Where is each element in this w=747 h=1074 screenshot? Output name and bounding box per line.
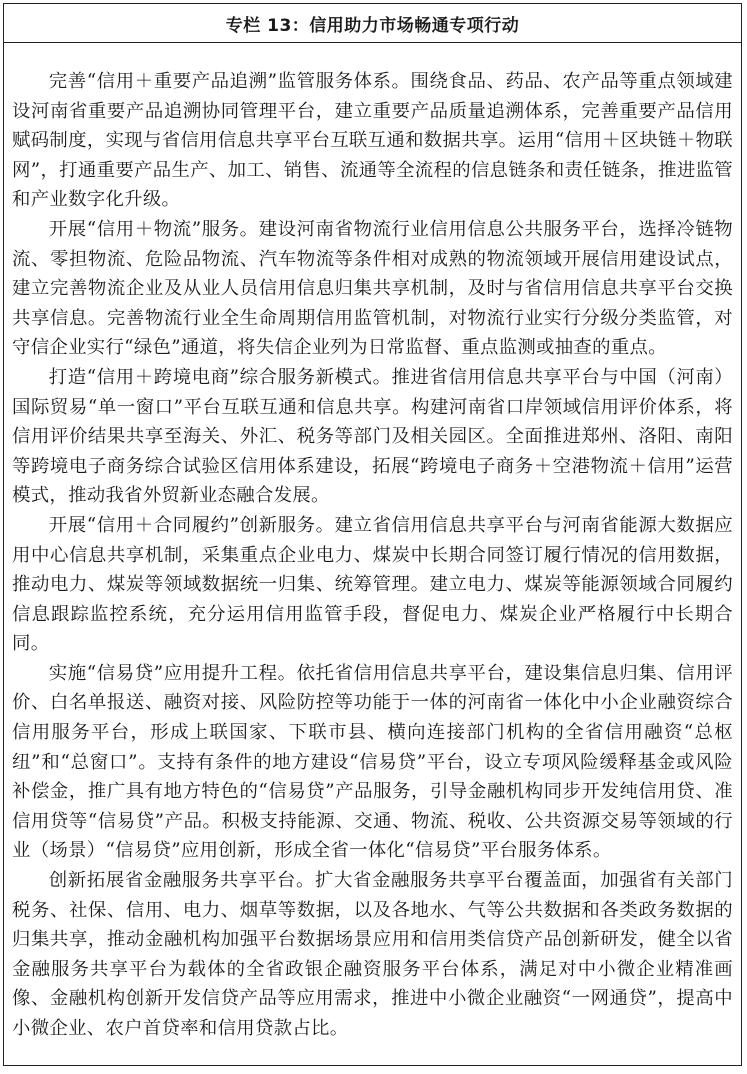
paragraph-traceability: 完善“信用＋重要产品追溯”监管服务体系。围绕食品、药品、农产品等重点领域建设河南省重要产品追溯协同管理平台，建立重要产品质量追溯体系，完善重要产品信用赋码制度，实现与省信用信息共享平台互联互通和数据共享。运用“信用＋区块链＋物联网”，打通重要产品生产、加工、销售、流通等全流程的信息链条和责任链条，推进监管和产业数字化升级。 — [12, 71, 733, 211]
paragraph-financial-platform: 创新拓展省金融服务共享平台。扩大省金融服务共享平台覆盖面，加强省有关部门税务、社保、信用、电力、烟草等数据，以及各地水、气等公共数据和各类政务数据的归集共享，推动金融机构加强平台数据场景应用和信用类信贷产品创新研发，健全以省金融服务共享平台为载体的全省政银企融资服务平台体系，满足对中小微企业精准画像、金融机构创新开发信贷产品等应用需求，推进中小微企业融资“一网通贷”，提高中小微企业、农户首贷率和信用贷款占比。 — [12, 870, 733, 1039]
column-body — [4, 43, 741, 1044]
paragraph-cross-border-ecommerce: 打造“信用＋跨境电商”综合服务新模式。推进省信用信息共享平台与中国（河南）国际贸易“单一窗口”平台互联互通和信息共享。构建河南省口岸领域信用评价体系，将信用评价结果共享至海关、外汇、税务等部门及相关园区。全面推进郑州、洛阳、南阳等跨境电子商务综合试验区信用体系建设，拓展“跨境电子商务＋空港物流＋信用”运营模式，推动我省外贸新业态融合发展。 — [12, 366, 733, 507]
column-title: 专栏 13：信用助力市场畅通专项行动 — [225, 15, 520, 36]
column-box — [3, 3, 742, 1066]
paragraph-contract-performance: 开展“信用＋合同履约”创新服务。建立省信用信息共享平台与河南省能源大数据应用中心信息共享机制，采集重点企业电力、煤炭中长期合同签订履行情况的信用数据，推动电力、煤炭等领域数据统一归集、统筹管理。建立电力、煤炭等能源领域合同履约信息跟踪监控系统，充分运用信用监管手段，督促电力、煤炭企业严格履行中长期合同。 — [12, 514, 733, 655]
paragraph-logistics: 开展“信用＋物流”服务。建设河南省物流行业信用信息公共服务平台，选择冷链物流、零担物流、危险品物流、汽车物流等条件相对成熟的物流领域开展信用建设试点，建立完善物流企业及从业人员信用信息归集共享机制，及时与省信用信息共享平台交换共享信息。完善物流行业全生命周期信用监管机制，对物流行业实行分级分类监管，对守信企业实行“绿色”通道，将失信企业列为日常监督、重点监测或抽查的重点。 — [12, 218, 733, 359]
column-header — [4, 4, 741, 43]
paragraph-xinyidai: 实施“信易贷”应用提升工程。依托省信用信息共享平台，建设集信息归集、信用评价、白名单报送、融资对接、风险防控等功能于一体的河南省一体化中小企业融资综合信用服务平台，形成上联国家、下联市县、横向连接部门机构的全省信用融资“总枢纽”和“总窗口”。支持有条件的地方建设“信易贷”平台，设立专项风险缓释基金或风险补偿金，推广具有地方特色的“信易贷”产品服务，引导金融机构同步开发纯信用贷、准信用贷等“信易贷”产品。积极支持能源、交通、物流、税收、公共资源交易等领域的行业（场景）“信易贷”应用创新，形成全省一体化“信易贷”平台服务体系。 — [12, 662, 733, 862]
